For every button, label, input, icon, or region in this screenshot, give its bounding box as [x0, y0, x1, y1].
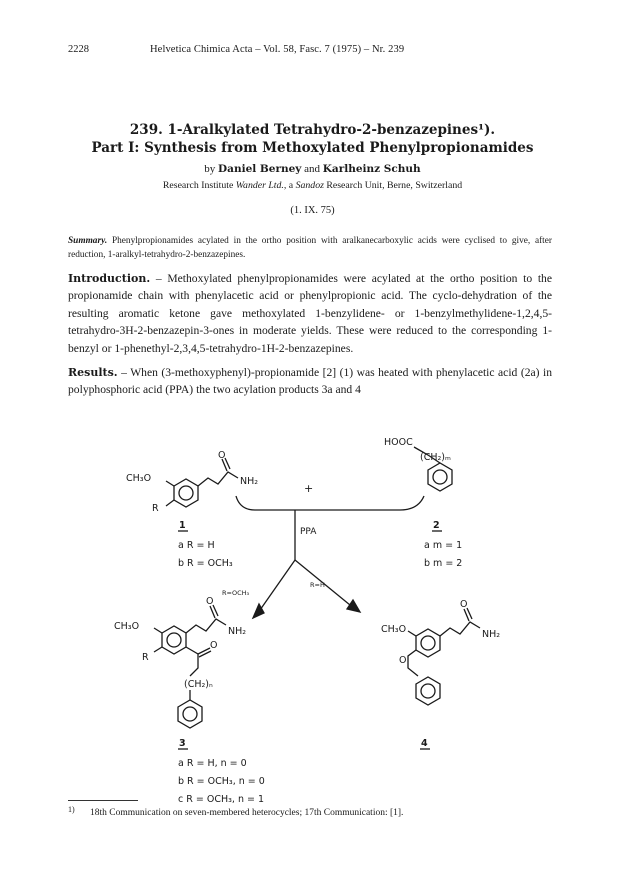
- cmpd3-variant-b: b R = OCH₃, n = 0: [178, 776, 265, 787]
- institution-mid: , a: [283, 180, 294, 191]
- and-word: and: [304, 163, 321, 175]
- cmpd3-r-bond: [154, 647, 162, 652]
- cmpd3-phenyl-ring: [178, 700, 202, 728]
- cmpd3-keto-label: O: [210, 640, 218, 651]
- article-title-line-1: 239. 1-Aralkylated Tetrahydro-2-benzazepines¹).: [129, 122, 496, 138]
- institution-parent: Sandoz: [295, 180, 324, 191]
- cmpd4-side-chain: [440, 622, 480, 636]
- received-date: (1. IX. 75): [290, 205, 335, 216]
- journal-citation: Helvetica Chimica Acta – Vol. 58, Fasc. 7 (1975) – Nr. 239: [150, 44, 405, 55]
- cmpd4-amide-label: NH₂: [482, 629, 501, 640]
- institution-post: Research Unit, Berne, Switzerland: [326, 180, 463, 191]
- cmpd4-keto-label: O: [399, 655, 407, 666]
- cmpd1-ring-circle: [179, 486, 193, 500]
- cmpd3-variant-c: c R = OCH₃, n = 1: [178, 794, 265, 805]
- cmpd3-oxygen-label: O: [206, 596, 214, 607]
- cmpd2-ring: [428, 463, 452, 491]
- cmpd4-ring-circle: [421, 636, 435, 650]
- cmpd4-methoxy-label: CH₃O: [381, 624, 407, 635]
- cmpd4-number: 4: [421, 738, 428, 749]
- reagent-label: PPA: [300, 527, 317, 537]
- cmpd1-methoxy-bond: [166, 481, 174, 486]
- footnote-rule: [68, 800, 138, 801]
- cmpd3-r-label: R: [142, 652, 149, 663]
- summary-label: Summary.: [68, 236, 108, 246]
- cmpd3-ring-circle: [167, 633, 181, 647]
- branch-left-label: R=OCH₃: [222, 589, 250, 597]
- results-text: – When (3-methoxyphenyl)-propionamide [2] (1) was heated with phenylacetic acid (2a) in polyphosphoric acid (PPA) the two acylation products 3a and 4: [68, 366, 553, 397]
- cmpd4-keto-chain: [408, 650, 418, 676]
- cmpd3-methoxy-bond: [154, 628, 162, 633]
- cmpd4-phenyl-circle: [421, 684, 435, 698]
- institution-company: Wander Ltd.: [235, 180, 284, 191]
- cmpd2-variant-a: a m = 1: [424, 540, 463, 551]
- cmpd1-variant-b: b R = OCH₃: [178, 558, 233, 569]
- cmpd2-number: 2: [433, 520, 440, 531]
- cmpd3-chain-label: (CH₂)ₙ: [184, 679, 213, 690]
- cmpd3-side-chain: [186, 619, 226, 633]
- cmpd3-ring: [162, 626, 186, 654]
- reaction-arrow-left: [260, 560, 295, 610]
- cmpd4-ring: [416, 629, 440, 657]
- cmpd1-r-bond: [166, 500, 174, 506]
- plus-sign: +: [304, 482, 314, 495]
- by-word: by: [204, 163, 216, 175]
- article-title-line-2: Part I: Synthesis from Methoxylated Phenylpropionamides: [91, 140, 534, 156]
- cmpd2-chain-label: (CH₂)ₘ: [420, 452, 451, 463]
- footnote-text: 18th Communication on seven-membered heterocycles; 17th Communication: [1].: [90, 808, 404, 818]
- cmpd2-variant-b: b m = 2: [424, 558, 463, 569]
- cmpd3-variant-a: a R = H, n = 0: [178, 758, 247, 769]
- footnote-marker: 1): [68, 805, 75, 814]
- cmpd1-r-label: R: [152, 503, 159, 514]
- cmpd3-phenyl-circle: [183, 707, 197, 721]
- results-heading: Results.: [68, 366, 118, 379]
- cmpd1-amide-label: NH₂: [240, 476, 259, 487]
- author-1: Daniel Berney: [218, 163, 302, 175]
- cmpd1-oxygen-label: O: [218, 450, 226, 461]
- cmpd3-methoxy-label: CH₃O: [114, 621, 140, 632]
- arrow-head-right: [347, 600, 360, 612]
- introduction-text: – Methoxylated phenylpropionamides were acylated at the ortho position to the propionamide chain with phenylacetic acid or phenylpropionic acid. The cyclo-dehydration of the resulting aromatic ketone gave methoxylated 1-benzylidene- or 1-benzylmethylidene-1,2,4,5-tetrahydro-3H-2-benzazepin-3-ones in moderate yields. These were reduced to the corresponding 1-benzyl or 1-phenethyl-2,3,4,5-tetrahydro-1H-2-benzazepines.: [68, 272, 552, 355]
- cmpd1-side-chain: [198, 472, 238, 486]
- author-2: Karlheinz Schuh: [322, 163, 421, 175]
- cmpd3-amide-label: NH₂: [228, 626, 247, 637]
- institution-pre: Research Institute: [162, 180, 234, 191]
- cmpd1-number: 1: [179, 520, 186, 531]
- cmpd1-ring: [174, 479, 198, 507]
- cmpd1-variant-a: a R = H: [178, 540, 215, 551]
- page-number: 2228: [68, 44, 89, 55]
- cmpd2-acid-label: HOOC: [384, 437, 413, 448]
- branch-right-label: R=H: [310, 581, 325, 589]
- summary-text: Phenylpropionamides acylated in the ortho position with aralkanecarboxylic acids were cyclised to give, after reduction, 1-aralkyl-tetrahydro-2-benzazepines.: [68, 236, 552, 260]
- cmpd2-ring-circle: [433, 470, 447, 484]
- cmpd1-methoxy-label: CH₃O: [126, 473, 152, 484]
- cmpd4-oxygen-label: O: [460, 599, 468, 610]
- introduction-heading: Introduction.: [68, 272, 151, 285]
- reactant-merge-bracket: [236, 496, 424, 510]
- cmpd3-keto-chain: [186, 647, 198, 676]
- cmpd4-phenyl-ring: [416, 677, 440, 705]
- cmpd3-number: 3: [179, 738, 186, 749]
- cmpd4-methoxy-bond: [408, 631, 416, 636]
